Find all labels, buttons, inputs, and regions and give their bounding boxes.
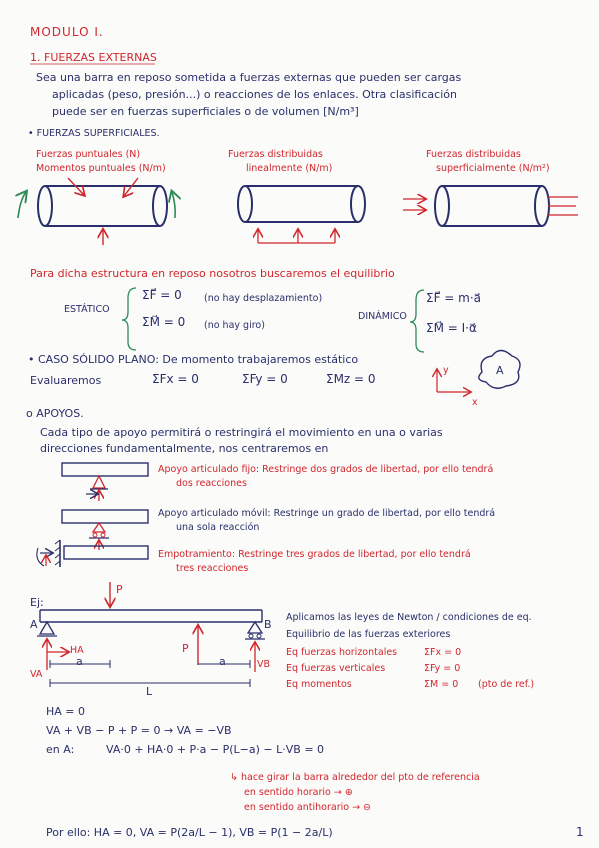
example-dim-a2: a [219, 655, 226, 668]
support3-line-1: Empotramiento: Restringe tres grados de libertad, por ello tendrá [158, 549, 471, 560]
plane-case-line-1: • CASO SÓLIDO PLANO: De momento trabajaremos estático [28, 353, 359, 366]
static-note-1: (no hay desplazamiento) [204, 293, 323, 304]
support3-line-2: tres reacciones [176, 563, 249, 574]
example-va-label: VA [30, 669, 43, 680]
surface-col3-line1: Fuerzas distribuidas [426, 149, 521, 160]
example-node-b: B [264, 618, 272, 631]
beam-distributed-linear [238, 186, 365, 222]
moment-arrow-right [172, 192, 175, 218]
axis-y-label: y [443, 365, 449, 376]
clamp-support-icon [37, 540, 60, 567]
example-dim-a1: a [76, 655, 83, 668]
supports-line-2: direcciones fundamentalmente, nos centraremos en [40, 442, 329, 455]
surface-col3-line2: superficialmente (N/m²) [436, 163, 550, 174]
solution-eq-1: HA = 0 [46, 705, 86, 718]
solution-note-2: en sentido horario → ⊕ [244, 787, 353, 798]
support2-line-2: una sola reacción [176, 522, 260, 533]
pin-support-icon [86, 476, 108, 501]
support3-beam [64, 546, 148, 559]
static-eq-2: ΣM⃗ = 0 [142, 315, 186, 329]
support2-line-1: Apoyo articulado móvil: Restringe un grado de libertad, por ello tendrá [158, 508, 496, 519]
support1-line-1: Apoyo articulado fijo: Restringe dos grados de libertad, por ello tendrá [158, 464, 494, 475]
example-cond2-eq: ΣFy = 0 [424, 663, 461, 674]
support2-beam [62, 510, 148, 523]
axis-x-label: x [472, 397, 478, 408]
dynamic-label: DINÁMICO [358, 311, 407, 322]
example-vb-label: VB [257, 659, 271, 670]
static-brace [122, 288, 136, 350]
solution-result: Por ello: HA = 0, VA = P(2a/L − 1), VB = P(1 − 2a/L) [46, 826, 333, 839]
solution-eq3-label: en A: [46, 743, 75, 756]
support1-line-2: dos reacciones [176, 478, 247, 489]
equilibrium-intro: Para dicha estructura en reposo nosotros buscaremos el equilibrio [30, 267, 395, 280]
example-cond3-note: (pto de ref.) [478, 679, 535, 690]
example-cond2-label: Eq fuerzas verticales [286, 663, 386, 674]
dynamic-eq-2: ΣM⃗ = I·α⃗ [426, 321, 477, 335]
surface-heading: • FUERZAS SUPERFICIALES. [28, 128, 160, 139]
beam1-right-end [153, 186, 167, 226]
beam1-left-end [38, 186, 52, 226]
example-desc-2: Equilibrio de las fuerzas exteriores [286, 629, 451, 640]
intro-line-3: puede ser en fuerzas superficiales o de volumen [N/m³] [52, 105, 359, 118]
solution-eq-2: VA + VB − P + P = 0 → VA = −VB [46, 724, 232, 737]
intro-line-2: aplicadas (peso, presión...) o reacciones de los enlaces. Otra clasificación [52, 88, 457, 101]
plane-body-label: A [496, 364, 504, 377]
example-cond1-label: Eq fuerzas horizontales [286, 647, 398, 658]
example-cond1-eq: ΣFx = 0 [424, 647, 462, 658]
surface-load-arrows [403, 197, 578, 215]
plane-eq-fx: ΣFx = 0 [152, 372, 199, 386]
example-support-a [37, 622, 68, 670]
page-number: 1 [576, 825, 584, 839]
plane-eq-mz: ΣMz = 0 [326, 372, 376, 386]
static-label: ESTÁTICO [64, 304, 110, 315]
example-ha-label: HA [70, 645, 84, 656]
surface-col1-line1: Fuerzas puntuales (N) [36, 149, 141, 160]
example-cond3-label: Eq momentos [286, 679, 352, 690]
supports-line-1: Cada tipo de apoyo permitirá o restringirá el movimiento en una o varias [40, 426, 443, 439]
plane-case-evaluate: Evaluaremos [30, 374, 102, 387]
plane-eq-fy: ΣFy = 0 [242, 372, 288, 386]
moment-arrow-left [18, 192, 26, 218]
static-note-2: (no hay giro) [204, 320, 265, 331]
dynamic-brace [410, 290, 424, 352]
example-dim-l: L [146, 685, 153, 698]
intro-line-1: Sea una barra en reposo sometida a fuerzas externas que pueden ser cargas [36, 71, 462, 84]
example-label: Ej: [30, 596, 44, 609]
linear-load-arrows [258, 230, 335, 243]
beam-point-forces [38, 186, 167, 226]
section-title: 1. FUERZAS EXTERNAS [30, 51, 157, 64]
support1-beam [62, 463, 148, 476]
example-load-p-top: P [116, 583, 123, 596]
beam-distributed-surface [435, 186, 549, 226]
example-node-a: A [30, 618, 38, 631]
surface-col2-line1: Fuerzas distribuidas [228, 149, 323, 160]
static-eq-1: ΣF⃗ = 0 [142, 288, 182, 302]
supports-heading: o APOYOS. [26, 407, 84, 420]
surface-col1-line2: Momentos puntuales (N/m) [36, 163, 166, 174]
dynamic-eq-1: ΣF⃗ = m·a⃗ [426, 291, 482, 305]
surface-col2-line2: linealmente (N/m) [246, 163, 333, 174]
solution-eq-3: VA·0 + HA·0 + P·a − P(L−a) − L·VB = 0 [106, 743, 325, 756]
solution-note-3: en sentido antihorario → ⊖ [244, 802, 372, 813]
example-load-p-mid: P [182, 642, 189, 655]
solution-note-1: ↳ hace girar la barra alrededor del pto de referencia [230, 772, 480, 783]
module-title: MODULO I. [30, 25, 104, 39]
example-desc-1: Aplicamos las leyes de Newton / condiciones de eq. [286, 612, 532, 623]
example-cond3-eq: ΣM = 0 [424, 679, 459, 690]
